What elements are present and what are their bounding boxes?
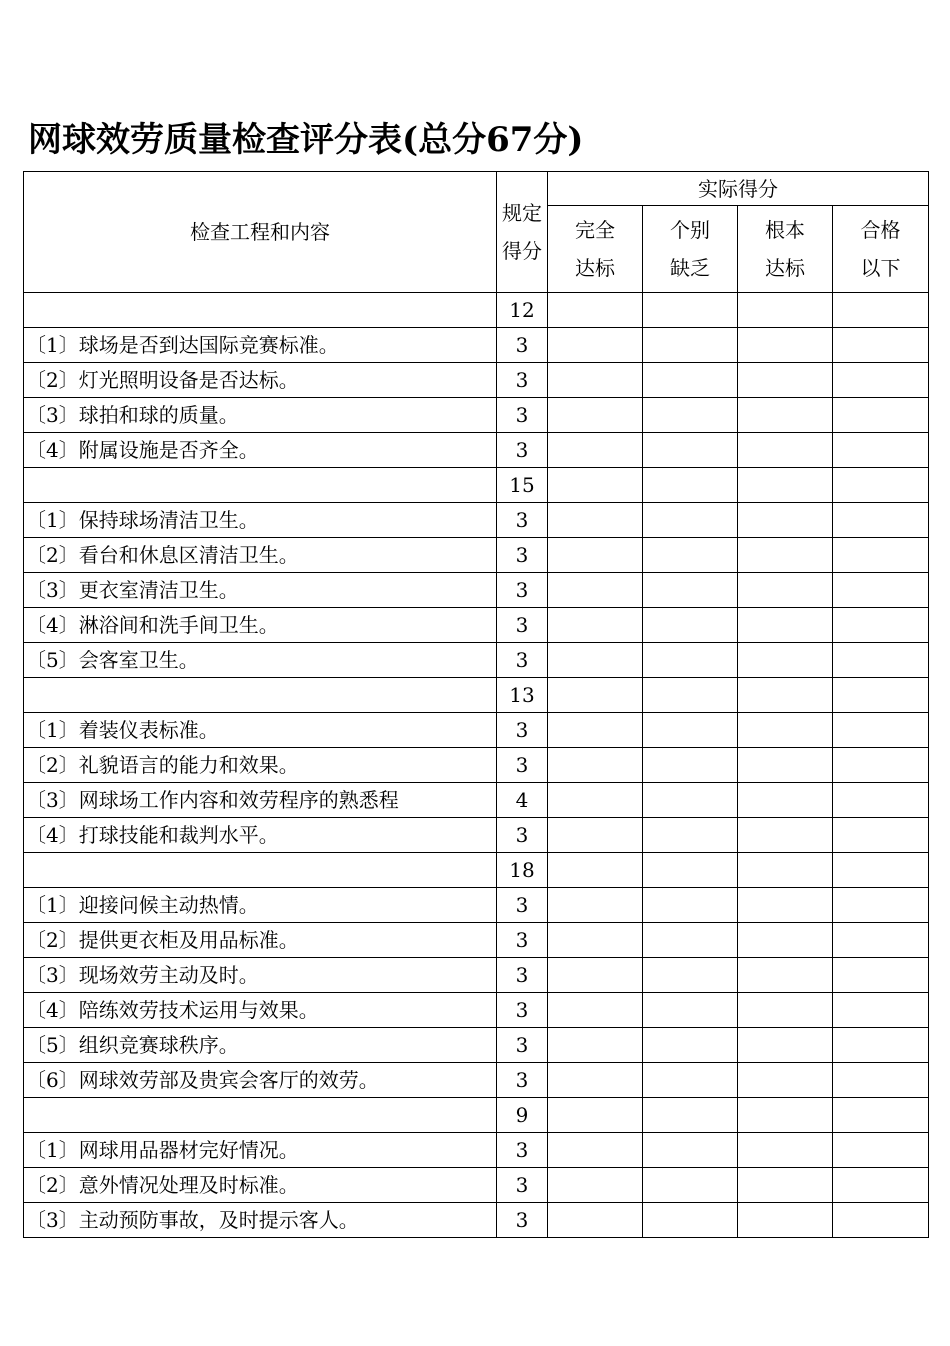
score-input-cell-fully-compliant[interactable] [548,818,643,853]
score-input-cell-below-standard[interactable] [833,853,929,888]
score-input-cell-basically-compliant[interactable] [738,1168,833,1203]
item-cell: 〔1〕球场是否到达国际竞赛标准。 [24,328,497,363]
score-input-cell-below-standard[interactable] [833,608,929,643]
standard-score-cell: 15 [497,468,548,503]
score-input-cell-below-standard[interactable] [833,573,929,608]
score-input-cell-minor-deficiency[interactable] [643,853,738,888]
subheader-line2: 达标 [765,256,805,280]
standard-score-cell: 3 [497,993,548,1028]
score-input-cell-fully-compliant[interactable] [548,293,643,328]
standard-score-cell: 3 [497,713,548,748]
score-input-cell-minor-deficiency[interactable] [643,958,738,993]
item-cell: 〔2〕意外情况处理及时标准。 [24,1168,497,1203]
table-row [24,608,929,643]
standard-score-header-line1: 规定 [502,201,542,225]
table-row [24,783,929,818]
item-cell: 〔3〕网球场工作内容和效劳程序的熟悉程 [24,783,497,818]
standard-score-cell: 3 [497,1203,548,1238]
standard-score-cell: 3 [497,1063,548,1098]
score-input-cell-fully-compliant[interactable] [548,1133,643,1168]
item-cell [24,678,497,713]
score-input-cell-basically-compliant[interactable] [738,1203,833,1238]
item-cell: 〔6〕网球效劳部及贵宾会客厅的效劳。 [24,1063,497,1098]
score-input-cell-basically-compliant[interactable] [738,1063,833,1098]
subheader-line2: 以下 [860,256,901,280]
table-row [24,1168,929,1203]
score-input-cell-basically-compliant[interactable] [738,293,833,328]
item-cell: 〔4〕淋浴间和洗手间卫生。 [24,608,497,643]
table-row [24,888,929,923]
table-row [24,643,929,678]
section-row [24,293,929,328]
score-input-cell-basically-compliant[interactable] [738,1133,833,1168]
item-cell: 〔1〕迎接问候主动热情。 [24,888,497,923]
standard-score-cell: 3 [497,643,548,678]
score-input-cell-fully-compliant[interactable] [548,328,643,363]
score-input-cell-basically-compliant[interactable] [738,608,833,643]
table-row [24,1203,929,1238]
score-input-cell-minor-deficiency[interactable] [643,713,738,748]
score-input-cell-below-standard[interactable] [833,993,929,1028]
score-input-cell-basically-compliant[interactable] [738,993,833,1028]
score-input-cell-minor-deficiency[interactable] [643,643,738,678]
score-input-cell-below-standard[interactable] [833,328,929,363]
table-row [24,1133,929,1168]
score-input-cell-fully-compliant[interactable] [548,398,643,433]
standard-score-cell: 3 [497,363,548,398]
score-input-cell-below-standard[interactable] [833,1168,929,1203]
subheader-line2: 达标 [575,256,615,280]
score-input-cell-basically-compliant[interactable] [738,888,833,923]
score-input-cell-fully-compliant[interactable] [548,468,643,503]
score-input-cell-below-standard[interactable] [833,643,929,678]
score-input-cell-fully-compliant[interactable] [548,1028,643,1063]
score-input-cell-minor-deficiency[interactable] [643,923,738,958]
table-row [24,538,929,573]
score-input-cell-below-standard[interactable] [833,958,929,993]
subheader-fully-compliant [548,206,643,293]
item-cell: 〔4〕打球技能和裁判水平。 [24,818,497,853]
score-input-cell-fully-compliant[interactable] [548,993,643,1028]
item-cell: 〔1〕保持球场清洁卫生。 [24,503,497,538]
score-input-cell-basically-compliant[interactable] [738,748,833,783]
item-cell: 〔3〕现场效劳主动及时。 [24,958,497,993]
table-row [24,713,929,748]
table-row [24,503,929,538]
score-input-cell-basically-compliant[interactable] [738,1098,833,1133]
score-input-cell-fully-compliant[interactable] [548,538,643,573]
score-input-cell-basically-compliant[interactable] [738,503,833,538]
score-input-cell-below-standard[interactable] [833,1063,929,1098]
score-input-cell-below-standard[interactable] [833,1203,929,1238]
standard-score-cell: 3 [497,958,548,993]
item-cell: 〔3〕球拍和球的质量。 [24,398,497,433]
score-input-cell-basically-compliant[interactable] [738,958,833,993]
score-input-cell-minor-deficiency[interactable] [643,888,738,923]
score-input-cell-below-standard[interactable] [833,678,929,713]
score-input-cell-fully-compliant[interactable] [548,573,643,608]
score-input-cell-minor-deficiency[interactable] [643,398,738,433]
section-row [24,1098,929,1133]
score-input-cell-below-standard[interactable] [833,293,929,328]
score-input-cell-minor-deficiency[interactable] [643,748,738,783]
item-cell: 〔2〕礼貌语言的能力和效果。 [24,748,497,783]
score-input-cell-basically-compliant[interactable] [738,923,833,958]
score-input-cell-fully-compliant[interactable] [548,713,643,748]
score-input-cell-minor-deficiency[interactable] [643,468,738,503]
standard-score-cell: 3 [497,328,548,363]
score-input-cell-below-standard[interactable] [833,923,929,958]
item-cell: 〔1〕网球用品器材完好情况。 [24,1133,497,1168]
score-input-cell-below-standard[interactable] [833,1028,929,1063]
section-row [24,468,929,503]
header-row [24,172,929,206]
standard-score-cell: 9 [497,1098,548,1133]
item-cell [24,853,497,888]
standard-score-cell: 3 [497,538,548,573]
score-input-cell-minor-deficiency[interactable] [643,363,738,398]
score-input-cell-minor-deficiency[interactable] [643,783,738,818]
standard-score-cell: 3 [497,608,548,643]
table-row [24,1063,929,1098]
subheader-line2: 缺乏 [670,256,710,280]
score-input-cell-basically-compliant[interactable] [738,678,833,713]
score-input-cell-minor-deficiency[interactable] [643,1168,738,1203]
score-input-cell-fully-compliant[interactable] [548,923,643,958]
score-input-cell-basically-compliant[interactable] [738,643,833,678]
standard-score-header [497,172,548,293]
score-input-cell-minor-deficiency[interactable] [643,573,738,608]
standard-score-cell: 3 [497,503,548,538]
score-input-cell-basically-compliant[interactable] [738,713,833,748]
item-cell: 〔4〕附属设施是否齐全。 [24,433,497,468]
score-input-cell-minor-deficiency[interactable] [643,293,738,328]
score-input-cell-basically-compliant[interactable] [738,853,833,888]
score-input-cell-below-standard[interactable] [833,1098,929,1133]
score-input-cell-fully-compliant[interactable] [548,643,643,678]
score-input-cell-below-standard[interactable] [833,398,929,433]
score-input-cell-fully-compliant[interactable] [548,748,643,783]
score-input-cell-below-standard[interactable] [833,503,929,538]
score-input-cell-minor-deficiency[interactable] [643,1133,738,1168]
score-input-cell-below-standard[interactable] [833,433,929,468]
table-row [24,398,929,433]
item-cell: 〔2〕提供更衣柜及用品标准。 [24,923,497,958]
item-cell: 〔5〕会客室卫生。 [24,643,497,678]
table-row [24,748,929,783]
score-input-cell-fully-compliant[interactable] [548,678,643,713]
score-input-cell-minor-deficiency[interactable] [643,993,738,1028]
standard-score-cell: 3 [497,888,548,923]
subheader-minor-deficiency [643,206,738,293]
item-cell: 〔2〕灯光照明设备是否达标。 [24,363,497,398]
score-input-cell-basically-compliant[interactable] [738,818,833,853]
subheader-line1: 完全 [575,218,615,242]
score-input-cell-basically-compliant[interactable] [738,538,833,573]
score-input-cell-fully-compliant[interactable] [548,1203,643,1238]
standard-score-cell: 3 [497,1028,548,1063]
section-row [24,678,929,713]
section-row [24,853,929,888]
score-input-cell-basically-compliant[interactable] [738,783,833,818]
score-input-cell-basically-compliant[interactable] [738,573,833,608]
item-column-header: 检查工程和内容 [24,172,497,293]
subheader-below-standard [833,206,929,293]
standard-score-cell: 3 [497,573,548,608]
table-row [24,818,929,853]
score-input-cell-below-standard[interactable] [833,818,929,853]
score-input-cell-below-standard[interactable] [833,888,929,923]
score-input-cell-minor-deficiency[interactable] [643,503,738,538]
score-input-cell-below-standard[interactable] [833,713,929,748]
item-cell: 〔5〕组织竞赛球秩序。 [24,1028,497,1063]
score-input-cell-basically-compliant[interactable] [738,328,833,363]
score-input-cell-fully-compliant[interactable] [548,958,643,993]
subheader-line1: 合格 [860,218,901,242]
standard-score-cell: 12 [497,293,548,328]
standard-score-header-line2: 得分 [502,239,542,263]
table-row [24,1028,929,1063]
score-input-cell-minor-deficiency[interactable] [643,1098,738,1133]
item-cell [24,468,497,503]
score-input-cell-minor-deficiency[interactable] [643,608,738,643]
standard-score-cell: 3 [497,398,548,433]
score-input-cell-basically-compliant[interactable] [738,433,833,468]
score-input-cell-fully-compliant[interactable] [548,503,643,538]
standard-score-cell: 3 [497,1133,548,1168]
score-input-cell-below-standard[interactable] [833,468,929,503]
item-cell: 〔4〕陪练效劳技术运用与效果。 [24,993,497,1028]
score-input-cell-below-standard[interactable] [833,748,929,783]
table-row [24,433,929,468]
standard-score-cell: 3 [497,923,548,958]
standard-score-cell: 3 [497,748,548,783]
score-input-cell-basically-compliant[interactable] [738,363,833,398]
table-row [24,573,929,608]
score-input-cell-fully-compliant[interactable] [548,888,643,923]
item-cell: 〔2〕看台和休息区清洁卫生。 [24,538,497,573]
actual-score-header: 实际得分 [548,172,929,206]
score-input-cell-fully-compliant[interactable] [548,1063,643,1098]
score-input-cell-minor-deficiency[interactable] [643,538,738,573]
standard-score-cell: 13 [497,678,548,713]
score-table [23,171,929,1238]
score-input-cell-minor-deficiency[interactable] [643,1203,738,1238]
subheader-basically-compliant [738,206,833,293]
score-input-cell-fully-compliant[interactable] [548,363,643,398]
standard-score-cell: 18 [497,853,548,888]
standard-score-cell: 3 [497,433,548,468]
table-row [24,363,929,398]
score-input-cell-minor-deficiency[interactable] [643,1028,738,1063]
item-cell: 〔1〕着装仪表标准。 [24,713,497,748]
table-row [24,923,929,958]
subheader-line1: 根本 [765,218,805,242]
score-input-cell-minor-deficiency[interactable] [643,433,738,468]
page-title: 网球效劳质量检查评分表(总分67分) [28,120,584,160]
score-input-cell-minor-deficiency[interactable] [643,1063,738,1098]
score-input-cell-basically-compliant[interactable] [738,398,833,433]
standard-score-cell: 4 [497,783,548,818]
score-input-cell-basically-compliant[interactable] [738,1028,833,1063]
table-row [24,993,929,1028]
table-row [24,958,929,993]
score-input-cell-below-standard[interactable] [833,783,929,818]
score-input-cell-basically-compliant[interactable] [738,468,833,503]
standard-score-cell: 3 [497,1168,548,1203]
item-cell [24,1098,497,1133]
score-input-cell-fully-compliant[interactable] [548,853,643,888]
standard-score-cell: 3 [497,818,548,853]
score-input-cell-fully-compliant[interactable] [548,1098,643,1133]
score-input-cell-minor-deficiency[interactable] [643,328,738,363]
score-input-cell-fully-compliant[interactable] [548,433,643,468]
score-input-cell-minor-deficiency[interactable] [643,678,738,713]
score-input-cell-fully-compliant[interactable] [548,1168,643,1203]
score-input-cell-fully-compliant[interactable] [548,783,643,818]
score-input-cell-below-standard[interactable] [833,363,929,398]
item-cell [24,293,497,328]
score-input-cell-below-standard[interactable] [833,1133,929,1168]
subheader-line1: 个别 [670,218,710,242]
item-cell: 〔3〕更衣室清洁卫生。 [24,573,497,608]
score-input-cell-fully-compliant[interactable] [548,608,643,643]
score-input-cell-below-standard[interactable] [833,538,929,573]
table-row [24,328,929,363]
item-cell: 〔3〕主动预防事故，及时提示客人。 [24,1203,497,1238]
score-input-cell-minor-deficiency[interactable] [643,818,738,853]
